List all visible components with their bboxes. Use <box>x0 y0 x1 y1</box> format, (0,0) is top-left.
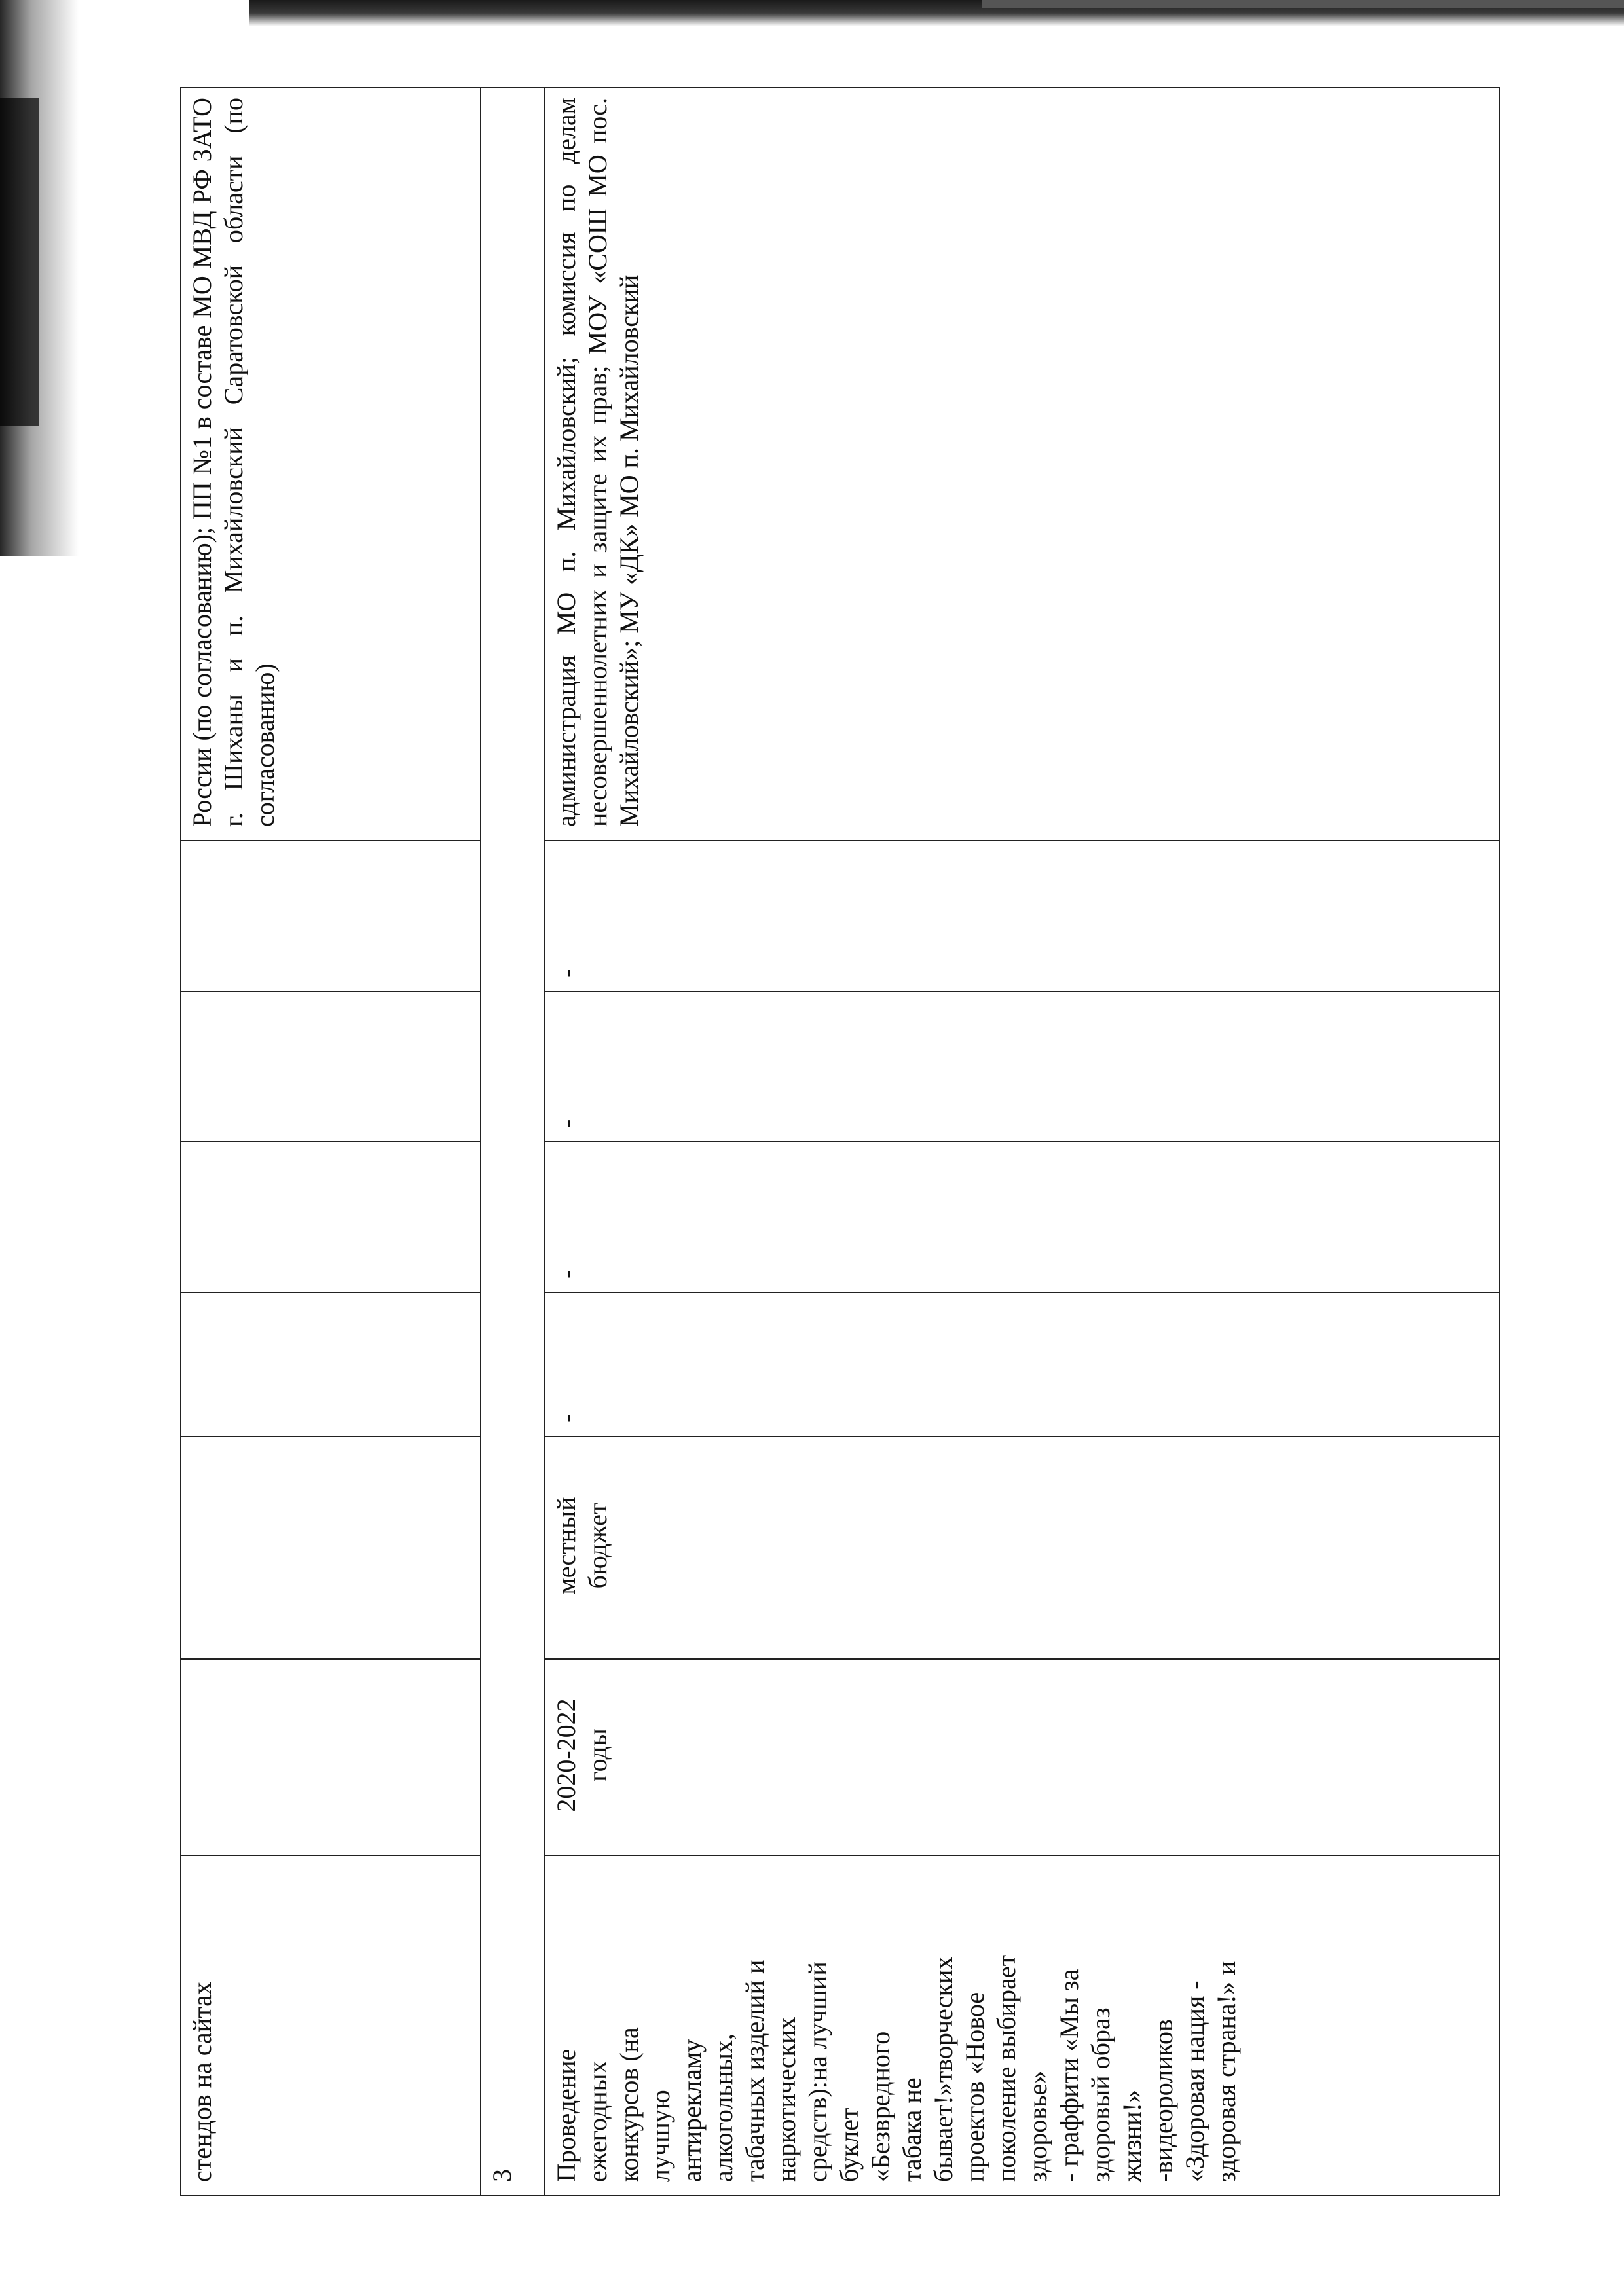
activity-line: ежегодных <box>583 2060 612 2182</box>
value-cell-continued-1 <box>181 1292 481 1436</box>
value-cell-4 <box>545 841 1500 991</box>
activity-line: табачных изделий и <box>740 1959 769 2182</box>
table-row-number <box>481 88 545 2196</box>
activity-cell <box>545 1855 1500 2196</box>
activity-line: конкурсов (на <box>614 2027 644 2182</box>
value-dash: - <box>551 1269 581 1279</box>
source-line: бюджет <box>583 1503 612 1589</box>
activity-line: жизни!» <box>1117 2090 1147 2182</box>
period-line: годы <box>583 1728 612 1782</box>
activity-line: здоровая страна!» и <box>1211 1961 1241 2182</box>
value-dash: - <box>551 1119 581 1128</box>
activity-line: антирекламу <box>677 2039 707 2182</box>
responsible-cell-continued <box>181 88 481 841</box>
activity-line: -видеороликов <box>1149 2019 1178 2182</box>
rotated-page <box>180 88 1464 2196</box>
source-cell-continued <box>181 1436 481 1659</box>
activity-line: буклет <box>834 2107 864 2182</box>
activity-line: наркотических <box>771 2016 801 2182</box>
responsible-text-continued: России (по согласованию); ПП №1 в составе МО МВД РФ ЗАТО г. Шиханы и п. Михайловский Саратовской области (по согласованию) <box>187 98 280 827</box>
activity-line: средств):на лучший <box>803 1961 832 2182</box>
program-table <box>180 87 1500 2196</box>
responsible-text: администрация МО п. Михайловский; комиссия по делам несовершеннолетних и защите их прав; МОУ «СОШ МО пос. Михайловский»; МУ «ДК» МО п. Михайловский <box>551 98 644 827</box>
value-cell-2 <box>545 1142 1500 1292</box>
value-dash: - <box>551 968 581 977</box>
row-number: 3 <box>487 2169 517 2182</box>
activity-line: «Здоровая нация - <box>1180 1980 1209 2182</box>
period-cell-continued <box>181 1659 481 1855</box>
scan-edge-top-2 <box>982 0 1624 8</box>
activity-line: здоровый образ <box>1086 2007 1115 2182</box>
table-row-continued <box>181 88 481 2196</box>
value-cell-continued-2 <box>181 1142 481 1292</box>
activity-line: Проведение <box>551 2049 581 2182</box>
activity-line: «Безвредного <box>866 2031 895 2182</box>
period-line: 2020-2022 <box>551 1698 581 1812</box>
value-cell-continued-4 <box>181 841 481 991</box>
activity-line: табака не <box>897 2077 927 2182</box>
activity-line: проектов «Новое <box>960 1992 989 2182</box>
period-cell <box>545 1659 1500 1855</box>
value-cell-1 <box>545 1292 1500 1436</box>
table-row-3 <box>545 88 1500 2196</box>
source-cell <box>545 1436 1500 1659</box>
activity-text-continued: стендов на сайтах <box>187 1982 217 2182</box>
activity-line: лучшую <box>646 2090 675 2182</box>
activity-line: поколение выбирает <box>991 1954 1021 2182</box>
activity-cell-continued <box>181 1855 481 2196</box>
activity-line: алкогольных, <box>709 2033 738 2182</box>
responsible-cell <box>545 88 1500 841</box>
row-number-cell <box>481 88 545 2196</box>
activity-line: здоровье» <box>1023 2070 1052 2182</box>
source-line: местный <box>551 1497 581 1595</box>
value-dash: - <box>551 1413 581 1423</box>
activity-line: - граффити «Мы за <box>1054 1969 1084 2182</box>
value-cell-3 <box>545 991 1500 1142</box>
activity-line: бывает!»творческих <box>929 1956 958 2182</box>
scan-shadow-left-2 <box>0 98 39 426</box>
value-cell-continued-3 <box>181 991 481 1142</box>
